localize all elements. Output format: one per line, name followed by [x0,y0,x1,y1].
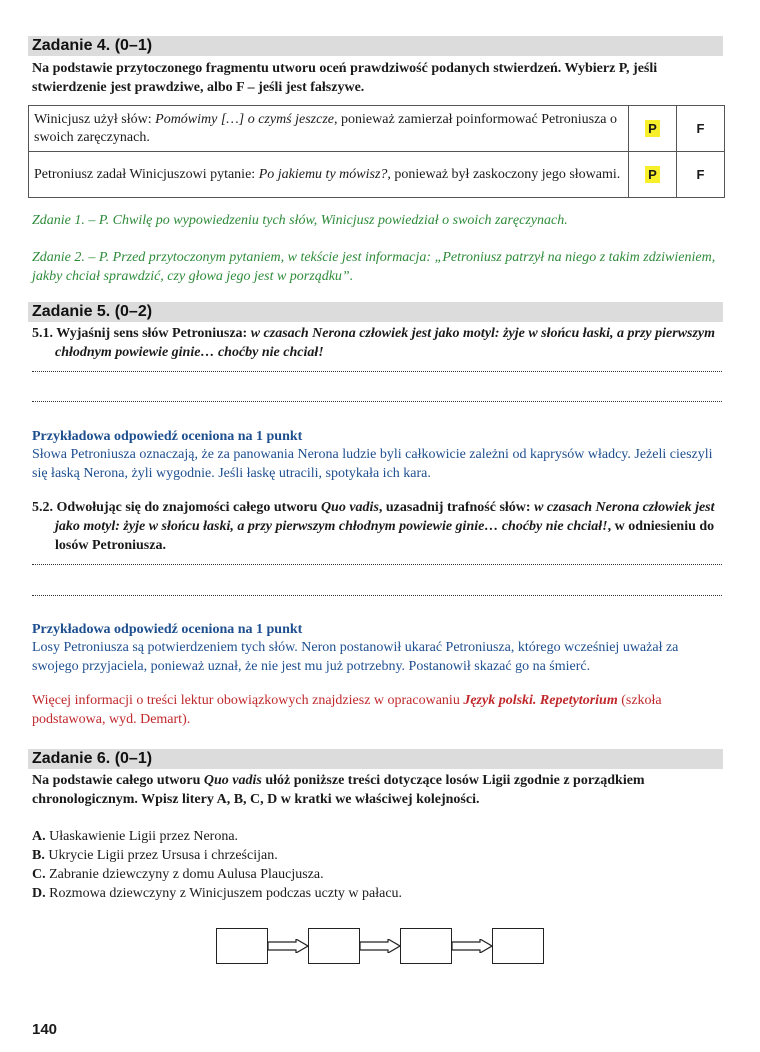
task6-title: Zadanie 6. (0–1) [32,750,153,767]
sample-answer-heading-2: Przykładowa odpowiedź oceniona na 1 punkt [32,622,303,637]
answer-box-2[interactable] [308,928,360,964]
arrow-right-icon [452,939,492,953]
option-p-1[interactable]: P [629,106,677,152]
statement-2: Petroniusz zadał Winicjuszowi pytanie: Po jakiemu ty mówisz?, ponieważ był zaskoczony jego słowami. [29,152,629,198]
task4-title: Zadanie 4. (0–1) [32,37,153,54]
sequence-boxes [216,928,546,964]
answer-line[interactable] [32,370,722,372]
task4-answer-1: Zdanie 1. – P. Chwilę po wypowiedzeniu tych słów, Winicjusz powiedział o swoich zaręczynach. [32,213,568,228]
option-f-1[interactable]: F [677,106,725,152]
true-false-table [28,105,725,198]
table-row [29,106,725,152]
answer-line[interactable] [32,400,722,402]
arrow-right-icon [268,939,308,953]
list-item: B. Ukrycie Ligii przez Ursusa i chrześcijan. [32,848,278,863]
task6-instruction: Na podstawie całego utworu Quo vadis ułóż poniższe treści dotyczące losów Ligii zgodnie z porządkiem chronologicznym. Wpisz litery A, B, C, D w kratki we właściwej kolejności. [32,773,645,807]
answer-box-1[interactable] [216,928,268,964]
option-f-2[interactable]: F [677,152,725,198]
answer-box-4[interactable] [492,928,544,964]
page-number: 140 [32,1021,58,1038]
task4-answer-2: Zdanie 2. – P. Przed przytoczonym pytaniem, w tekście jest informacja: „Petroniusz patrzył na niego z takim zdziwieniem, jakby chciał sprawdzić, czy głowa jego jest w porządku”. [32,250,716,284]
answer-line[interactable] [32,563,722,565]
list-item: C. Zabranie dziewczyny z domu Aulusa Plaucjusza. [32,867,324,882]
sample-answer-text-2: Losy Petroniusza są potwierdzeniem tych słów. Neron postanowił ukarać Petroniusza, którego wcześniej uważał za swojego przyjaciela, ponieważ uznał, że nie jest mu już potrzebny. Postanowił skazać go na śmierć. [32,640,679,674]
answer-line[interactable] [32,594,722,596]
info-note: Więcej informacji o treści lektur obowiązkowych znajdziesz w opracowaniu Język polski. Repetytorium (szkoła podstawowa, wyd. Demart). [32,693,662,727]
task5-title: Zadanie 5. (0–2) [32,303,153,320]
statement-1: Winicjusz użył słów: Pomówimy […] o czymś jeszcze, ponieważ zamierzał poinformować Petroniusza o swoich zaręczynach. [29,106,629,152]
sample-answer-text-1: Słowa Petroniusza oznaczają, że za panowania Nerona ludzie byli całkowicie zależni od kaprysów władcy. Jeżeli cieszyli się łaską Nerona, żyli wygodnie. Jeśli łaskę utracili, spotykała ich kara. [32,447,713,481]
option-p-2[interactable]: P [629,152,677,198]
arrow-right-icon [360,939,400,953]
answer-box-3[interactable] [400,928,452,964]
book-title-link: Język polski. Repetytorium [463,693,618,708]
task5-question-2: 5.2. Odwołując się do znajomości całego utworu Quo vadis, uzasadnij trafność słów: w czasach Nerona człowiek jest jako motyl: żyje w słońcu łaski, a przy pierwszym chłodnym powiewie ginie… choćby nie chciał!, w odniesieniu do losów Petroniusza. [32,500,715,553]
list-item: D. Rozmowa dziewczyny z Winicjuszem podczas uczty w pałacu. [32,886,403,901]
list-item: A. Ułaskawienie Ligii przez Nerona. [32,829,239,844]
task4-instruction: Na podstawie przytoczonego fragmentu utworu oceń prawdziwość podanych stwierdzeń. Wybierz P, jeśli stwierdzenie jest prawdziwe, albo F – jeśli jest fałszywe. [32,61,658,95]
task5-question-1: 5.1. Wyjaśnij sens słów Petroniusza: w czasach Nerona człowiek jest jako motyl: żyje w słońcu łaski, a przy pierwszym chłodnym powiewie ginie… choćby nie chciał! [32,326,716,360]
table-row [29,152,725,198]
sample-answer-heading-1: Przykładowa odpowiedź oceniona na 1 punkt [32,429,303,444]
